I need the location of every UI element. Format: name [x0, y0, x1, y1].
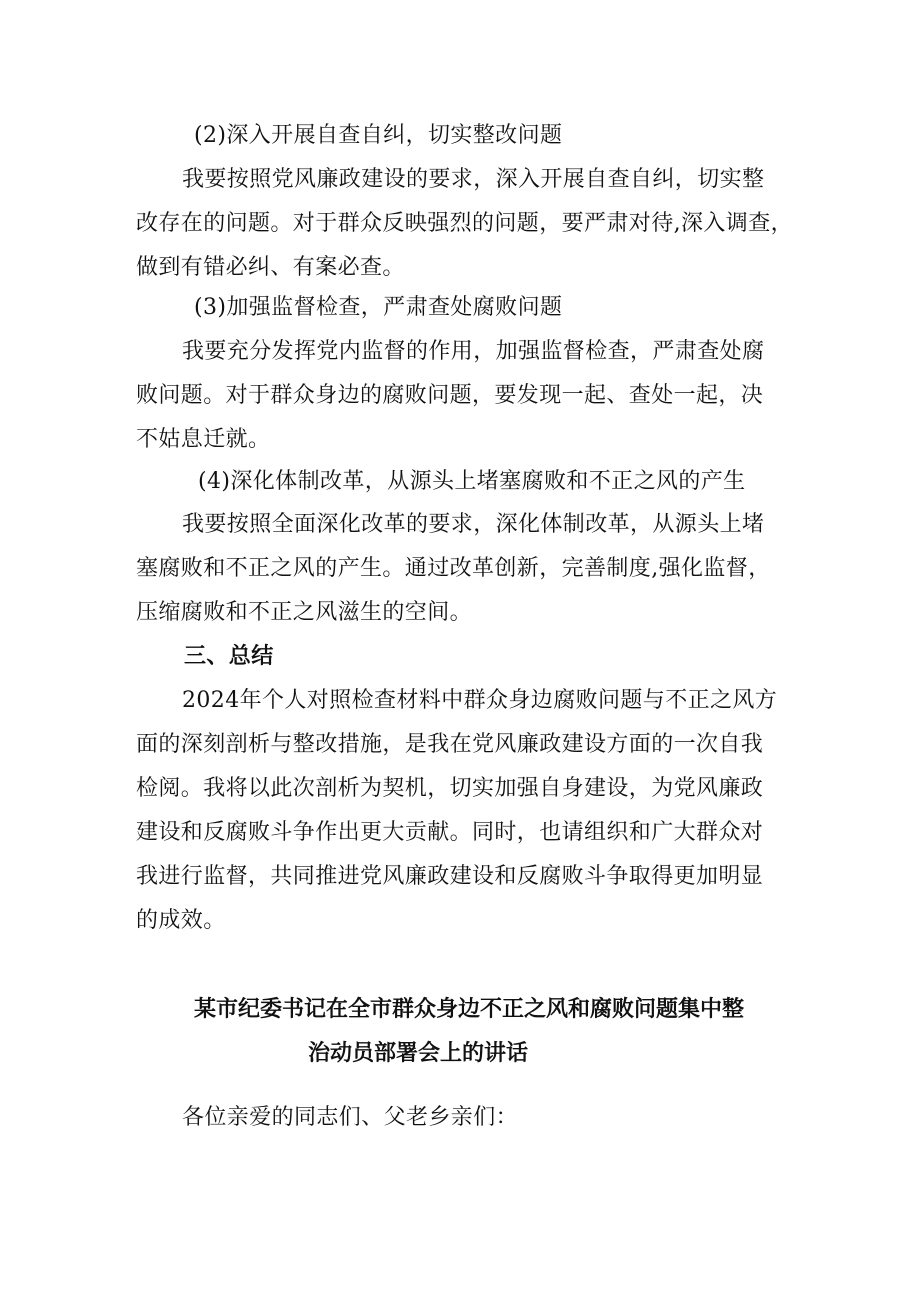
section-4-heading: (4)深化体制改革，从源头上堵塞腐败和不正之风的产生 — [198, 469, 746, 494]
summary-line-3: 检阅。我将以此次剖析为契机，切实加强自身建设，为党风廉政 — [136, 776, 764, 801]
section-2-line-1: 我要按照党风廉政建设的要求，深入开展自查自纠，切实整 — [182, 167, 765, 192]
section-4-line-2: 塞腐败和不正之风的产生。通过改革创新，完善制度,强化监督， — [136, 556, 771, 581]
section-3-heading: (3)加强监督检查，严肃查处腐败问题 — [194, 295, 563, 320]
section-3-line-3: 不姑息迁就。 — [136, 427, 271, 452]
section-4-line-3: 压缩腐败和不正之风滋生的空间。 — [136, 600, 473, 625]
section-3-line-1: 我要充分发挥党内监督的作用，加强监督检查，严肃查处腐 — [182, 339, 765, 364]
section-3-line-2: 败问题。对于群众身边的腐败问题，要发现一起、查处一起，决 — [136, 383, 764, 408]
section-2-line-3: 做到有错必纠、有案必查。 — [136, 255, 405, 280]
summary-line-5: 我进行监督，共同推进党风廉政建设和反腐败斗争取得更加明显 — [136, 864, 764, 889]
section-2-heading: (2)深入开展自查自纠，切实整改问题 — [194, 123, 563, 148]
section-2-line-2: 改存在的问题。对于群众反映强烈的问题，要严肃对待,深入调查， — [136, 211, 793, 236]
summary-line-4: 建设和反腐败斗争作出更大贡献。同时，也请组织和广大群众对 — [136, 820, 764, 845]
summary-line-2: 面的深刻剖析与整改措施，是我在党风廉政建设方面的一次自我 — [136, 732, 764, 757]
summary-line-6: 的成效。 — [136, 908, 226, 933]
speech-title-line-1: 某市纪委书记在全市群众身边不正之风和腐败问题集中整 — [194, 997, 745, 1022]
summary-heading: 三、总结 — [184, 644, 274, 669]
section-4-line-1: 我要按照全面深化改革的要求，深化体制改革，从源头上堵 — [182, 512, 765, 537]
speech-title-line-2: 治动员部署会上的讲话 — [308, 1041, 529, 1066]
summary-line-1: 2024年个人对照检查材料中群众身边腐败问题与不正之风方 — [182, 688, 778, 713]
speech-salutation: 各位亲爱的同志们、父老乡亲们： — [182, 1105, 519, 1130]
